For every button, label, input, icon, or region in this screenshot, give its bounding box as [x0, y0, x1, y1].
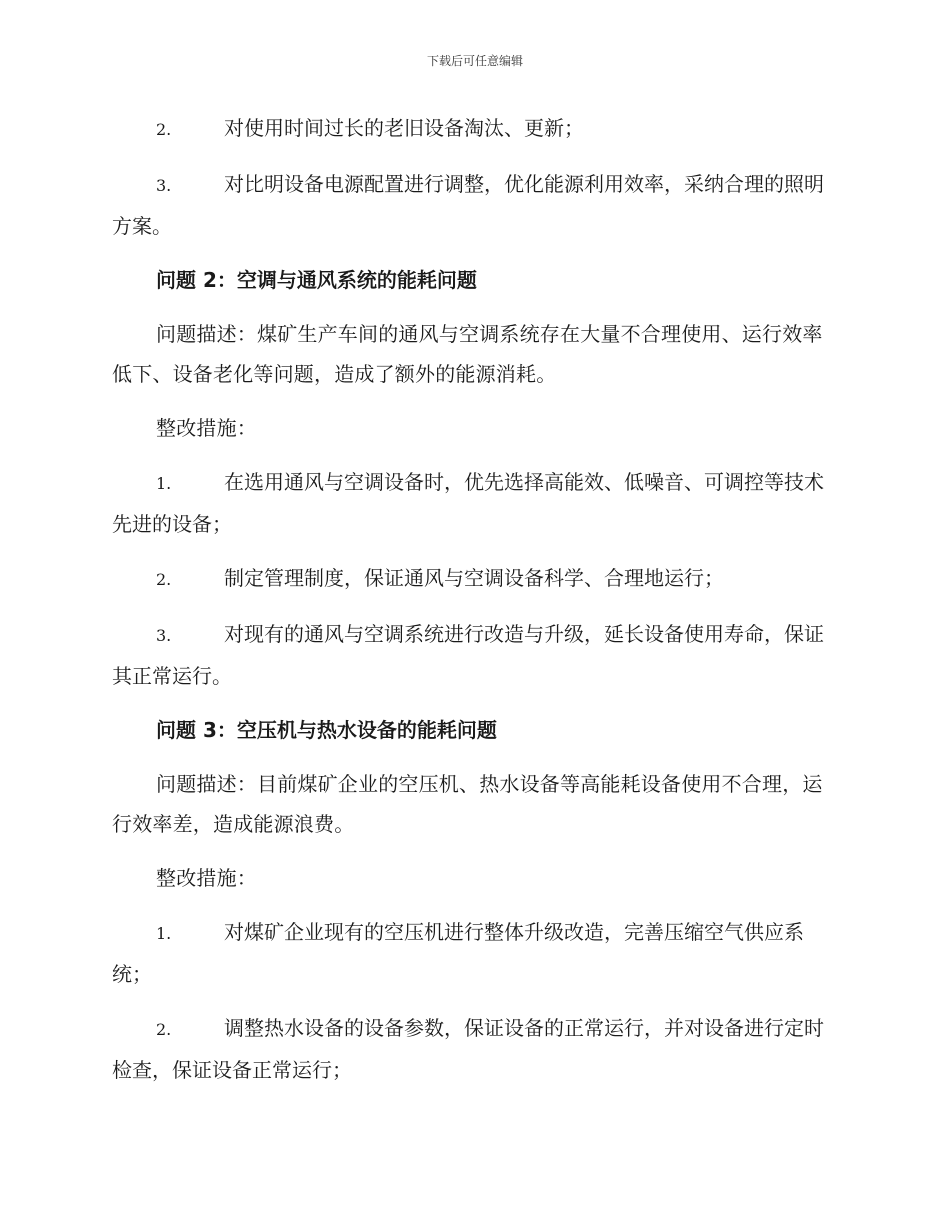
list-number: 2. — [156, 1020, 172, 1039]
list-text: 对比明设备电源配置进行调整，优化能源利用效率，采纳合理的照明方案。 — [112, 172, 824, 238]
list-text: 对现有的通风与空调系统进行改造与升级，延长设备使用寿命，保证其正常运行。 — [112, 622, 824, 688]
paragraph: 问题描述：煤矿生产车间的通风与空调系统存在大量不合理使用、运行效率低下、设备老化等问题，造成了额外的能源消耗。 — [112, 322, 823, 386]
list-item — [112, 108, 834, 150]
list-text: 对煤矿企业现有的空压机进行整体升级改造，完善压缩空气供应系统； — [112, 920, 804, 986]
list-item — [112, 1008, 834, 1090]
document-body — [112, 108, 834, 1104]
paragraph: 问题描述：目前煤矿企业的空压机、热水设备等高能耗设备使用不合理，运行效率差，造成能源浪费。 — [112, 772, 823, 836]
list-number: 2. — [156, 120, 172, 139]
list-text: 对使用时间过长的老旧设备淘汰、更新； — [224, 116, 584, 140]
list-text: 调整热水设备的设备参数，保证设备的正常运行，并对设备进行定时检查，保证设备正常运行； — [112, 1016, 824, 1082]
paragraph: 整改措施： — [156, 416, 257, 440]
list-item — [112, 462, 834, 544]
list-item — [112, 912, 834, 994]
section-heading: 问题 3：空压机与热水设备的能耗问题 — [156, 718, 497, 742]
list-item — [112, 614, 834, 696]
list-number: 1. — [156, 924, 172, 943]
paragraph: 整改措施： — [156, 866, 257, 890]
list-text: 在选用通风与空调设备时，优先选择高能效、低噪音、可调控等技术先进的设备； — [112, 470, 824, 536]
page-header: 下载后可任意编辑 — [426, 54, 523, 68]
list-item — [112, 164, 834, 246]
list-item — [112, 558, 834, 600]
list-number: 1. — [156, 474, 172, 493]
list-text: 制定管理制度，保证通风与空调设备科学、合理地运行； — [224, 566, 724, 590]
list-number: 3. — [156, 176, 172, 195]
list-number: 2. — [156, 570, 172, 589]
list-number: 3. — [156, 626, 172, 645]
section-heading: 问题 2：空调与通风系统的能耗问题 — [156, 268, 477, 292]
